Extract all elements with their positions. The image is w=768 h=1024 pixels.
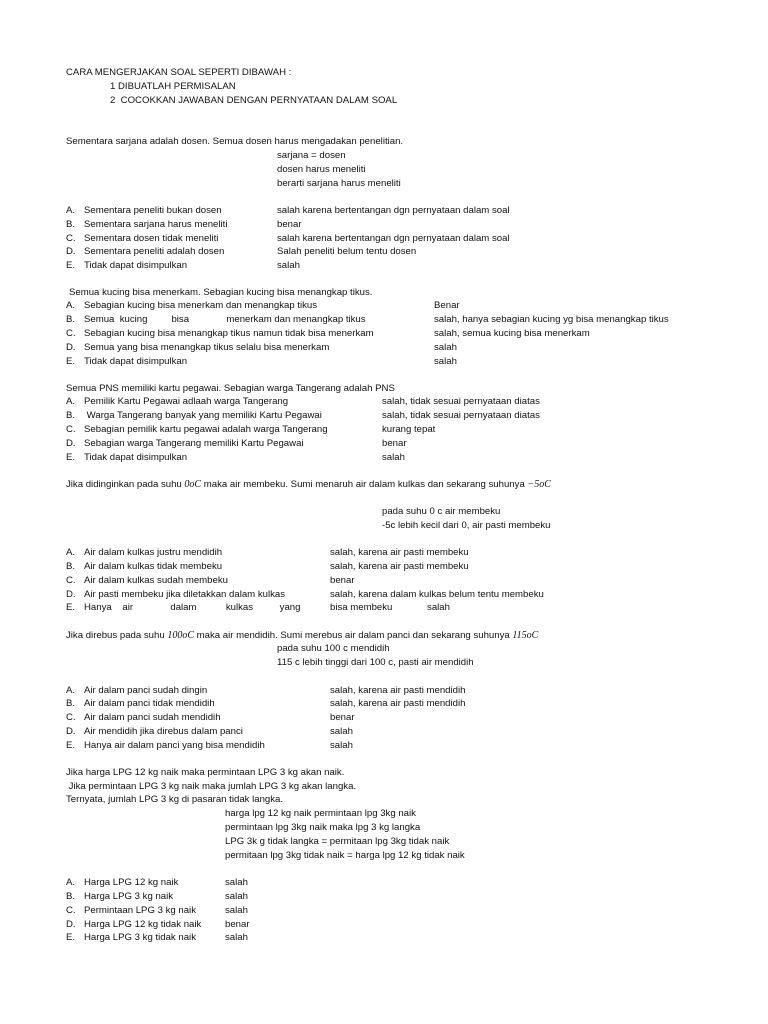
s3-option-letter: E. — [66, 452, 76, 463]
s2-option-letter: E. — [66, 356, 76, 367]
s2-option-text: Sebagian kucing bisa menangkap tikus namun tidak bisa menerkam — [84, 328, 374, 339]
s6-option-letter: D. — [66, 919, 76, 930]
s3-option-letter: C. — [66, 424, 76, 435]
s3-option-letter: A. — [66, 396, 76, 407]
s5-option-letter: B. — [66, 698, 76, 709]
s3-option-answer: kurang tepat — [382, 424, 436, 435]
doc-title: CARA MENGERJAKAN SOAL SEPERTI DIBAWAH : — [66, 67, 292, 78]
s6-option-answer: salah — [225, 905, 248, 916]
s1-option-letter: C. — [66, 233, 76, 244]
s4-work-line: pada suhu 0 c air membeku — [382, 506, 501, 517]
s6-option-answer: salah — [225, 891, 248, 902]
s4-question — [66, 479, 551, 491]
s1-option-letter: A. — [66, 205, 76, 216]
s4-temperature-math: 0oC — [184, 479, 202, 490]
s1-option-text: Tidak dapat disimpulkan — [84, 260, 188, 271]
s2-question: Semua kucing bisa menerkam. Sebagian kucing bisa menangkap tikus. — [69, 287, 373, 298]
s4-question-text: maka air membeku. Sumi menaruh air dalam kulkas dan sekarang suhunya — [201, 479, 528, 490]
s2-option-answer: Benar — [434, 300, 460, 311]
s4-option-letter: C. — [66, 575, 76, 586]
s6-option-text: Permintaan LPG 3 kg naik — [84, 905, 196, 916]
s1-option-answer: Salah peneliti belum tentu dosen — [277, 246, 417, 257]
s4-option-letter: B. — [66, 561, 76, 572]
s1-option-letter: D. — [66, 246, 76, 257]
s3-option-answer: benar — [382, 438, 407, 449]
s1-question: Sementara sarjana adalah dosen. Semua dosen harus mengadakan penelitian. — [66, 136, 404, 147]
s5-option-text: Hanya air dalam panci yang bisa mendidih — [84, 740, 265, 751]
s1-option-text: Sementara peneliti adalah dosen — [84, 246, 225, 257]
s1-option-letter: B. — [66, 219, 76, 230]
s1-option-text: Sementara peneliti bukan dosen — [84, 205, 222, 216]
s4-option-text: Air dalam kulkas tidak membeku — [84, 561, 223, 572]
s4-option-text: Air dalam kulkas sudah membeku — [84, 575, 228, 586]
s4-option-answer: salah, karena air pasti membeku — [330, 561, 469, 572]
s4-question-text: Jika didinginkan pada suhu — [66, 479, 185, 490]
s2-option-text: Sebagian kucing bisa menerkam dan menangkap tikus — [84, 300, 318, 311]
s4-option-answer: benar — [330, 575, 355, 586]
s4-option-letter: D. — [66, 589, 76, 600]
s5-option-answer: salah — [330, 726, 353, 737]
s5-option-answer: salah, karena air pasti mendidih — [330, 685, 466, 696]
s2-option-letter: D. — [66, 342, 76, 353]
s6-option-answer: salah — [225, 932, 248, 943]
s2-option-text: Tidak dapat disimpulkan — [84, 356, 188, 367]
s4-option-letter: A. — [66, 547, 76, 558]
s1-work-line: berarti sarjana harus meneliti — [277, 178, 401, 189]
s4-option-answer: salah, karena dalam kulkas belum tentu membeku — [330, 589, 544, 600]
s2-option-answer: salah — [434, 342, 457, 353]
s3-option-text: Sebagian pemilik kartu pegawai adalah warga Tangerang — [84, 424, 328, 435]
s4-option-letter: E. — [66, 602, 76, 613]
s5-question-text: Jika direbus pada suhu — [66, 630, 168, 641]
s3-option-answer: salah — [382, 452, 405, 463]
s1-option-answer: salah — [277, 260, 300, 271]
s1-option-answer: salah karena bertentangan dgn pernyataan dalam soal — [277, 233, 510, 244]
s4-option-text: Hanya air dalam kulkas yang — [84, 602, 301, 613]
s3-question: Semua PNS memiliki kartu pegawai. Sebagian warga Tangerang adalah PNS — [66, 383, 395, 394]
s1-option-answer: salah karena bertentangan dgn pernyataan dalam soal — [277, 205, 510, 216]
s6-work-line: LPG 3k g tidak langka = permitaan lpg 3kg tidak naik — [225, 836, 450, 847]
s3-option-letter: B. — [66, 410, 76, 421]
s4-option-text: Air dalam kulkas justru mendidih — [84, 547, 223, 558]
s2-option-answer: salah, semua kucing bisa menerkam — [434, 328, 590, 339]
s5-option-text: Air mendidih jika direbus dalam panci — [84, 726, 243, 737]
s6-question-line: Jika permintaan LPG 3 kg naik maka jumlah LPG 3 kg akan langka. — [66, 781, 357, 792]
s4-work-line: -5c lebih kecil dari 0, air pasti membeku — [382, 520, 551, 531]
s4-option-answer: bisa membeku salah — [330, 602, 450, 613]
s5-option-text: Air dalam panci sudah mendidih — [84, 712, 221, 723]
s3-option-text: Pemilik Kartu Pegawai adlaah warga Tangerang — [84, 396, 289, 407]
s5-option-answer: salah, karena air pasti mendidih — [330, 698, 466, 709]
step-2: 2 COCOKKAN JAWABAN DENGAN PERNYATAAN DALAM SOAL — [110, 95, 398, 106]
s4-option-text: Air pasti membeku jika diletakkan dalam kulkas — [84, 589, 286, 600]
s6-work-line: permitaan lpg 3kg tidak naik = harga lpg 12 kg tidak naik — [225, 850, 465, 861]
step-1: 1 DIBUATLAH PERMISALAN — [110, 81, 236, 92]
s5-option-text: Air dalam panci sudah dingin — [84, 685, 208, 696]
s1-work-line: dosen harus meneliti — [277, 164, 366, 175]
s6-option-answer: benar — [225, 919, 250, 930]
s4-option-answer: salah, karena air pasti membeku — [330, 547, 469, 558]
s5-option-letter: E. — [66, 740, 76, 751]
s6-work-line: permintaan lpg 3kg naik maka lpg 3 kg langka — [225, 822, 421, 833]
s6-work-line: harga lpg 12 kg naik permintaan lpg 3kg naik — [225, 808, 416, 819]
s3-option-text: Tidak dapat disimpulkan — [84, 452, 188, 463]
s5-temperature-math: 115oC — [512, 630, 539, 641]
s1-option-text: Sementara dosen tidak meneliti — [84, 233, 219, 244]
s3-option-text: Warga Tangerang banyak yang memiliki Kartu Pegawai — [84, 410, 322, 421]
s3-option-answer: salah, tidak sesuai pernyataan diatas — [382, 410, 540, 421]
s2-option-text: Semua kucing bisa menerkam dan menangkap tikus — [84, 314, 366, 325]
s5-work-line: pada suhu 100 c mendidih — [277, 643, 390, 654]
s1-option-answer: benar — [277, 219, 302, 230]
s5-option-answer: salah — [330, 740, 353, 751]
s5-option-answer: benar — [330, 712, 355, 723]
s1-option-text: Sementara sarjana harus meneliti — [84, 219, 228, 230]
s2-option-letter: A. — [66, 300, 76, 311]
s3-option-letter: D. — [66, 438, 76, 449]
s5-option-letter: A. — [66, 685, 76, 696]
s6-option-answer: salah — [225, 877, 248, 888]
s6-question-line: Ternyata, jumlah LPG 3 kg di pasaran tidak langka. — [66, 794, 284, 805]
s6-option-letter: B. — [66, 891, 76, 902]
s6-option-letter: E. — [66, 932, 76, 943]
s2-option-answer: salah — [434, 356, 457, 367]
s5-work-line: 115 c lebih tinggi dari 100 c, pasti air mendidih — [277, 657, 474, 668]
s6-option-text: Harga LPG 3 kg naik — [84, 891, 174, 902]
s5-question — [66, 630, 538, 642]
s6-option-text: Harga LPG 3 kg tidak naik — [84, 932, 196, 943]
s5-option-letter: D. — [66, 726, 76, 737]
s2-option-letter: C. — [66, 328, 76, 339]
s5-question-text: maka air mendidih. Sumi merebus air dalam panci dan sekarang suhunya — [194, 630, 513, 641]
s3-option-text: Sebagian warga Tangerang memiliki Kartu Pegawai — [84, 438, 304, 449]
s1-option-letter: E. — [66, 260, 76, 271]
s3-option-answer: salah, tidak sesuai pernyataan diatas — [382, 396, 540, 407]
s5-option-text: Air dalam panci tidak mendidih — [84, 698, 215, 709]
s2-option-answer: salah, hanya sebagian kucing yg bisa menangkap tikus — [434, 314, 669, 325]
s6-option-text: Harga LPG 12 kg tidak naik — [84, 919, 202, 930]
s5-option-letter: C. — [66, 712, 76, 723]
s2-option-text: Semua yang bisa menangkap tikus selalu bisa menerkam — [84, 342, 330, 353]
s6-option-letter: A. — [66, 877, 76, 888]
s6-question-line: Jika harga LPG 12 kg naik maka permintaan LPG 3 kg akan naik. — [66, 767, 345, 778]
s4-temperature-math: −5oC — [527, 479, 551, 490]
s6-option-letter: C. — [66, 905, 76, 916]
s1-work-line: sarjana = dosen — [277, 150, 346, 161]
s5-temperature-math: 100oC — [167, 630, 195, 641]
s6-option-text: Harga LPG 12 kg naik — [84, 877, 179, 888]
s2-option-letter: B. — [66, 314, 76, 325]
